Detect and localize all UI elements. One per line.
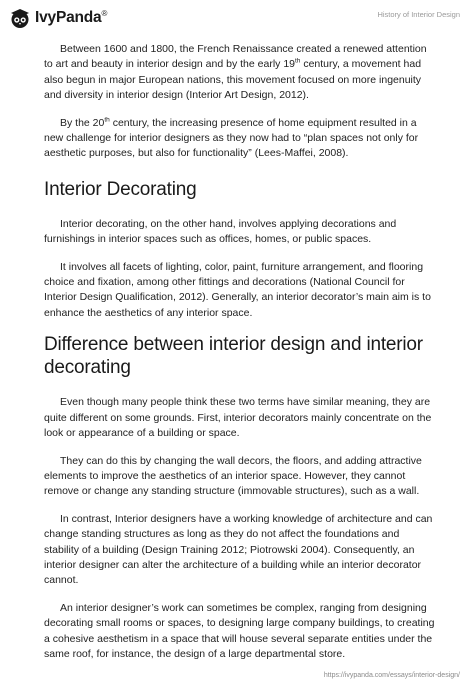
body-paragraph: By the 20th century, the increasing presence of home equipment resulted in a new challenge for interior designers as they now had to “plan spaces not only for aesthetic purposes, but also for functionality” (Lees-Maffei, 2008). <box>44 116 419 160</box>
ivypanda-logo[interactable] <box>9 7 107 29</box>
page-header <box>0 0 474 34</box>
owl-graduation-cap-icon <box>9 7 31 29</box>
footer-url-link[interactable]: https://ivypanda.com/essays/interior-design/ <box>323 672 460 679</box>
section-heading-difference: Difference between interior design and interior decorating <box>44 334 423 379</box>
body-paragraph: It involves all facets of lighting, color, paint, furniture arrangement, and flooring choice and fixation, among other fittings and decorations (National Council for Interior Design Qualification, 2012). Generally, an interior decorator’s main aim is to enhance the aesthetics of any interior space. <box>44 260 431 319</box>
body-paragraph: Interior decorating, on the other hand, involves applying decorations and furnishings in interior spaces such as offices, homes, or public spaces. <box>44 217 397 246</box>
body-paragraph: An interior designer’s work can sometimes be complex, ranging from designing decorating small rooms or spaces, to designing large company buildings, to creating a cohesive aesthetism in a space that will house several separate entities under the same roof, for instance, the design of a large departmental store. <box>44 601 435 660</box>
section-heading-interior-decorating: Interior Decorating <box>44 178 197 200</box>
body-paragraph: Even though many people think these two terms have similar meaning, they are quite different on some grounds. First, interior decorators mainly concentrate on the look or appearance of a building or space. <box>44 396 432 440</box>
body-paragraph: They can do this by changing the wall decors, the floors, and adding attractive elements to improve the aesthetics of an interior space. However, they cannot remove or change any standing structure (immovable structures), such as a wall. <box>44 454 422 498</box>
brand-name: IvyPanda® <box>35 8 108 27</box>
body-paragraph: In contrast, Interior designers have a working knowledge of architecture and can change standing structures as long as they do not affect the foundations and stability of a building (Design Training 2012; Piotrowski 2004). Consequently, an interior designer can alter the architecture of a building while an interior decorator cannot. <box>44 512 433 587</box>
essay-body <box>44 42 436 674</box>
body-paragraph: Between 1600 and 1800, the French Renaissance created a renewed attention to art and beauty in interior design and by the early 19th century, a movement had also begun in major European nations, this movement focused on more ingenuity and diversity in interior design (Interior Art Design, 2012). <box>44 43 427 102</box>
registered-mark: ® <box>101 8 108 18</box>
document-title: History of Interior Design <box>377 10 460 19</box>
